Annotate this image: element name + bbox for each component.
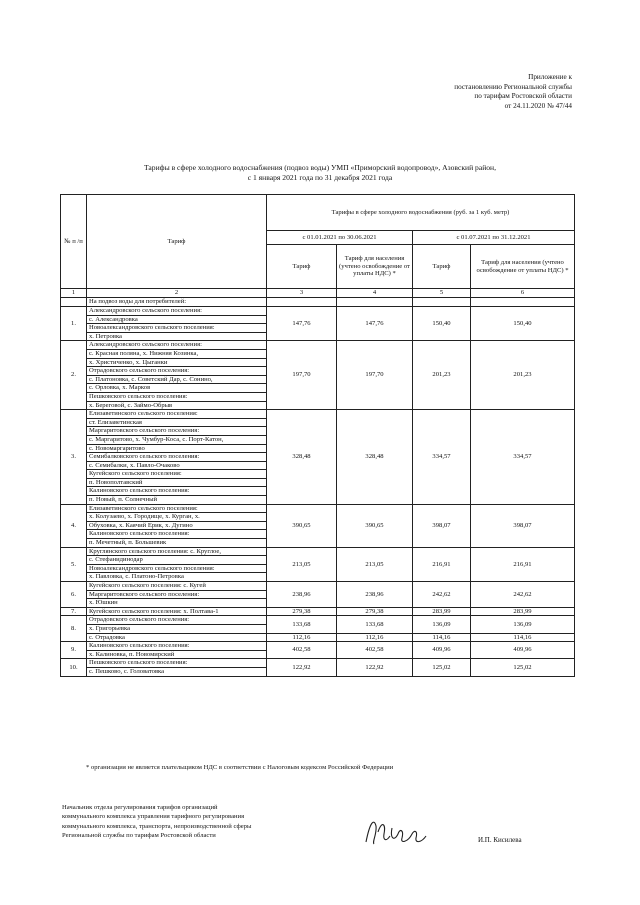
tariff-value: 201,23 bbox=[471, 341, 575, 410]
signer-position-line: коммунального комплекса, транспорта, непроизводственной сферы bbox=[62, 822, 252, 830]
signer-position-line: Начальник отдела регулирования тарифов организаций bbox=[62, 804, 218, 811]
row-number: 5. bbox=[61, 547, 87, 581]
tariff-value: 213,05 bbox=[337, 547, 413, 581]
tariff-value: 409,96 bbox=[413, 642, 471, 659]
tariff-area-line: Отрадовского сельского поселения: bbox=[87, 367, 267, 376]
col-number: 5 bbox=[413, 289, 471, 298]
appendix-line: по тарифам Ростовской области bbox=[474, 92, 572, 101]
table-row bbox=[61, 504, 575, 513]
tariff-area-line: Александровского сельского поселения: bbox=[87, 341, 267, 350]
tariff-value: 114,16 bbox=[471, 633, 575, 642]
tariff-area-line: х. Юшкин bbox=[87, 599, 267, 608]
tariff-value: 147,76 bbox=[337, 307, 413, 341]
empty-cell bbox=[337, 298, 413, 307]
table-row bbox=[61, 582, 575, 591]
tariff-area-line: Маргаритовского сельского поселения: bbox=[87, 427, 267, 436]
tariff-value: 328,48 bbox=[337, 410, 413, 505]
col-number: 3 bbox=[267, 289, 337, 298]
tariff-value: 114,16 bbox=[413, 633, 471, 642]
signer-position-line: Региональной службы по тарифам Ростовской области bbox=[62, 832, 216, 840]
title-line: с 1 января 2021 года по 31 декабря 2021 года bbox=[247, 173, 393, 182]
tariff-value: 216,91 bbox=[413, 547, 471, 581]
col-number: 4 bbox=[337, 289, 413, 298]
tariff-value: 136,09 bbox=[413, 616, 471, 633]
tariff-value: 398,07 bbox=[471, 504, 575, 547]
table-row bbox=[61, 616, 575, 625]
tariff-value: 197,70 bbox=[267, 341, 337, 410]
tariff-area-line: Елизаветинского сельского поселения: bbox=[87, 410, 267, 419]
header-period-2: с 01.07.2021 по 31.12.2021 bbox=[413, 231, 575, 245]
tariff-value: 197,70 bbox=[337, 341, 413, 410]
tariff-value: 398,07 bbox=[413, 504, 471, 547]
tariff-value: 279,38 bbox=[337, 607, 413, 616]
tariff-area-line: с. Пешково, с. Головатовка bbox=[87, 667, 267, 676]
appendix-line: постановлению Региональной службы bbox=[454, 82, 572, 91]
row-number: 9. bbox=[61, 642, 87, 659]
tariff-value: 279,38 bbox=[267, 607, 337, 616]
tariff-value: 334,57 bbox=[471, 410, 575, 505]
tariff-value: 213,05 bbox=[267, 547, 337, 581]
tariff-area-line: Кугейского сельского поселения: bbox=[87, 470, 267, 479]
table-row bbox=[61, 642, 575, 651]
tariff-value: 201,23 bbox=[413, 341, 471, 410]
tariff-area-line: с. Платоновка, с. Советский Дар, с. Сонино, bbox=[87, 375, 267, 384]
section-label: На подвоз воды для потребителей: bbox=[87, 298, 267, 307]
row-number: 6. bbox=[61, 582, 87, 608]
tariff-value: 150,40 bbox=[471, 307, 575, 341]
tariff-area-line: Круглянского сельского поселения: с. Круглое, bbox=[87, 547, 267, 556]
tariff-value: 238,96 bbox=[337, 582, 413, 608]
row-number: 3. bbox=[61, 410, 87, 505]
col-number: 2 bbox=[87, 289, 267, 298]
tariff-value: 402,58 bbox=[337, 642, 413, 659]
tariff-value: 122,92 bbox=[337, 659, 413, 676]
tariff-area-line: Отрадовского сельского поселения: bbox=[87, 616, 267, 625]
tariff-area-line: с. Орловка, х. Марков bbox=[87, 384, 267, 393]
empty-cell bbox=[471, 298, 575, 307]
footnote: * организация не является плательщиком НДС в соответствии с Налоговым кодексом Российской Федерации bbox=[86, 764, 394, 771]
tariff-value: 283,99 bbox=[471, 607, 575, 616]
header-col-population: Тариф для населения (учтено освобождение от уплаты НДС) * bbox=[471, 245, 575, 289]
tariff-value: 125,02 bbox=[413, 659, 471, 676]
tariff-value: 112,16 bbox=[267, 633, 337, 642]
table-row bbox=[61, 607, 575, 616]
empty-cell bbox=[267, 298, 337, 307]
tariff-area-line: Новоалександровского сельского поселения: bbox=[87, 564, 267, 573]
tariff-value: 390,65 bbox=[267, 504, 337, 547]
tariff-value: 409,96 bbox=[471, 642, 575, 659]
header-period-1: с 01.01.2021 по 30.06.2021 bbox=[267, 231, 413, 245]
tariff-area-line: х. Григорьевка bbox=[87, 624, 267, 633]
tariff-value: 328,48 bbox=[267, 410, 337, 505]
tariff-area-line: с. Семибалки, х. Павло-Очаково bbox=[87, 461, 267, 470]
tariff-area-line: Калиновского сельского поселения: bbox=[87, 642, 267, 651]
tariff-area-line: х. Христиченко, х. Цыганки bbox=[87, 358, 267, 367]
tariff-area-line: Елизаветинского сельского поселения: bbox=[87, 504, 267, 513]
tariff-area-line: х. Петровка bbox=[87, 332, 267, 341]
tariff-value: 402,58 bbox=[267, 642, 337, 659]
tariff-area-line: п. Новый, п. Солнечный bbox=[87, 496, 267, 505]
tariff-area-line: Калиновского сельского поселения: bbox=[87, 487, 267, 496]
row-number: 7. bbox=[61, 607, 87, 616]
tariff-area-line: Пешковского сельского поселения: bbox=[87, 392, 267, 401]
tariff-value: 283,99 bbox=[413, 607, 471, 616]
tariff-value: 238,96 bbox=[267, 582, 337, 608]
tariff-area-line: Новоалександровского сельского поселения: bbox=[87, 324, 267, 333]
tariff-area-line: с. Новомаргаритово bbox=[87, 444, 267, 453]
title-line: Тарифы в сфере холодного водоснабжения (подвоз воды) УМП «Приморский водопровод», Азовский район, bbox=[143, 163, 497, 172]
header-tariff: Тариф bbox=[87, 195, 267, 289]
tariff-area-line: Обуховка, х. Каячий Ерик, х. Дугино bbox=[87, 521, 267, 530]
tariff-value: 125,02 bbox=[471, 659, 575, 676]
row-number: 1. bbox=[61, 307, 87, 341]
tariff-value: 112,16 bbox=[337, 633, 413, 642]
tariff-area-line: с. Стефанидинодар bbox=[87, 556, 267, 565]
tariff-value: 390,65 bbox=[337, 504, 413, 547]
tariff-value: 242,62 bbox=[413, 582, 471, 608]
table-row bbox=[61, 341, 575, 350]
row-number: 10. bbox=[61, 659, 87, 676]
signer-name: И.П. Кисилева bbox=[478, 836, 522, 844]
tariff-value: 242,62 bbox=[471, 582, 575, 608]
col-number: 6 bbox=[471, 289, 575, 298]
tariff-area-line: х. Павловка, с. Платоно-Петровка bbox=[87, 573, 267, 582]
tariff-area-line: Семибалковского сельского поселения: bbox=[87, 453, 267, 462]
tariff-area-line: Калиновского сельского поселения: bbox=[87, 530, 267, 539]
signer-position bbox=[62, 803, 251, 841]
tariff-area-line: с. Красная поляна, х. Нижняя Козинка, bbox=[87, 349, 267, 358]
empty-cell bbox=[61, 298, 87, 307]
table-row bbox=[61, 307, 575, 316]
appendix-line: Приложение к bbox=[528, 73, 572, 81]
table-row bbox=[61, 410, 575, 419]
tariff-value: 133,68 bbox=[337, 616, 413, 633]
handwritten-signature bbox=[360, 812, 440, 852]
header-num: № п /п bbox=[61, 195, 87, 289]
tariff-value: 122,92 bbox=[267, 659, 337, 676]
header-col-population: Тариф для населения (учтено освобождение от уплаты НДС) * bbox=[337, 245, 413, 289]
table-row bbox=[61, 659, 575, 668]
tariff-value: 136,09 bbox=[471, 616, 575, 633]
tariff-area-line: Маргаритовского сельского поселения: bbox=[87, 590, 267, 599]
empty-cell bbox=[413, 298, 471, 307]
appendix-line: от 24.11.2020 № 47/44 bbox=[504, 101, 572, 110]
tariff-area-line: х. Калиновка, п. Новомирский bbox=[87, 650, 267, 659]
tariff-value: 133,68 bbox=[267, 616, 337, 633]
row-number: 4. bbox=[61, 504, 87, 547]
tariff-area-line: с. Александровка bbox=[87, 315, 267, 324]
table-row bbox=[61, 547, 575, 556]
col-number: 1 bbox=[61, 289, 87, 298]
tariff-area-line: с. Маргаритово, х. Чумбур-Коса, с. Порт-Катон, bbox=[87, 435, 267, 444]
table-row bbox=[61, 633, 575, 642]
tariff-value: 150,40 bbox=[413, 307, 471, 341]
signer-position-line: коммунального комплекса управления тарифного регулирования bbox=[62, 813, 245, 821]
tariff-area-line: Кугейского сельского поселения: с. Кугей bbox=[87, 582, 267, 591]
row-number: 8. bbox=[61, 616, 87, 642]
appendix-reference bbox=[454, 73, 572, 111]
document-title bbox=[60, 163, 580, 183]
tariff-area-line: х. Береговой, с. Займо-Обрыв bbox=[87, 401, 267, 410]
tariff-area-line: с. Отрадовка bbox=[87, 633, 267, 642]
tariff-area-line: п. Мечетный, п. Большевик bbox=[87, 539, 267, 548]
tariff-area-line: Александровского сельского поселения: bbox=[87, 307, 267, 316]
tariff-area-line: ст. Елизаветинская bbox=[87, 418, 267, 427]
tariff-value: 147,76 bbox=[267, 307, 337, 341]
header-col-tariff: Тариф bbox=[413, 245, 471, 289]
tariff-area-line: п. Новополтавский bbox=[87, 478, 267, 487]
tariff-area-line: х. Колузаево, х. Городище, х. Курган, х. bbox=[87, 513, 267, 522]
tariff-table bbox=[60, 194, 575, 677]
header-group: Тарифы в сфере холодного водоснабжения (руб. за 1 куб. метр) bbox=[267, 195, 575, 231]
tariff-value: 334,57 bbox=[413, 410, 471, 505]
header-col-tariff: Тариф bbox=[267, 245, 337, 289]
row-number: 2. bbox=[61, 341, 87, 410]
tariff-value: 216,91 bbox=[471, 547, 575, 581]
tariff-area-line: Пешковского сельского поселения: bbox=[87, 659, 267, 668]
tariff-area-line: Кугейского сельского поселения: х. Полтава-1 bbox=[87, 607, 267, 616]
